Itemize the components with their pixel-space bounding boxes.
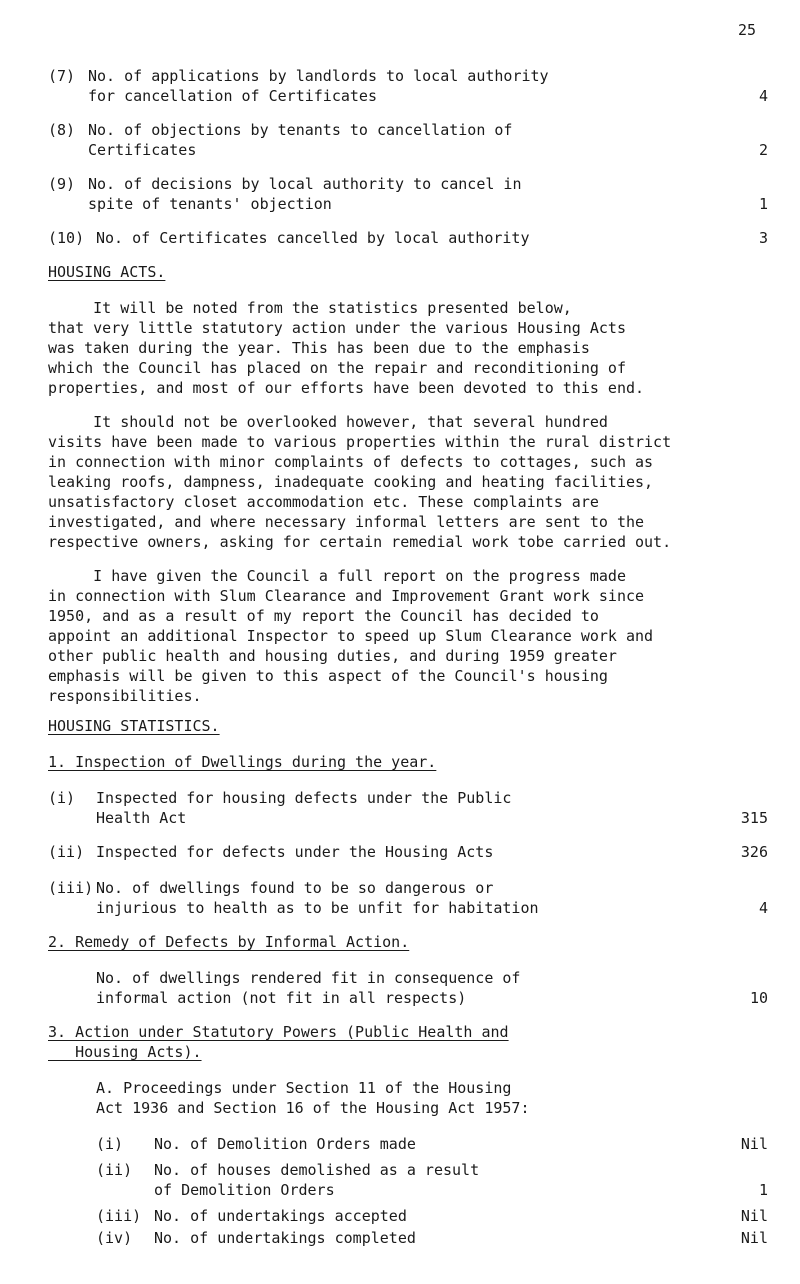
demolition-value: Nil: [740, 1135, 768, 1153]
inspection-item-ii: (ii) Inspected for defects under the Housing Acts 326: [48, 843, 768, 861]
housing-statistics-heading: HOUSING STATISTICS.: [48, 717, 220, 735]
demolition-item-iv: (iv) No. of undertakings completed Nil: [96, 1229, 768, 1247]
certificate-item-9: (9) No. of decisions by local authority to cancel in spite of tenants' objection 1: [48, 175, 768, 213]
housing-acts-heading: HOUSING ACTS.: [48, 263, 166, 281]
demolition-item-ii: (ii) No. of houses demolished as a result of Demolition Orders 1: [96, 1161, 768, 1199]
demolition-value: Nil: [740, 1207, 768, 1225]
certificate-item-10: (10) No. of Certificates cancelled by local authority 3: [48, 229, 768, 247]
certificate-value: 3: [758, 229, 768, 247]
certificate-item-8: (8) No. of objections by tenants to cancellation of Certificates 2: [48, 121, 768, 159]
demolition-item-i: (i) No. of Demolition Orders made Nil: [96, 1135, 768, 1153]
section-3-title-line-1: 3. Action under Statutory Powers (Public Health and: [48, 1023, 509, 1041]
inspection-value: 4: [758, 899, 768, 917]
demolition-item-iii: (iii) No. of undertakings accepted Nil: [96, 1207, 768, 1225]
housing-acts-paragraph-3: I have given the Council a full report on the progress made in connection with Slum Clearance and Improvement Grant work since 1950, and as a result of my report the Council has decided to appoint an additional Inspector to speed up Slum Clearance work and other public health and housing duties, and during 1959 greater emphasis will be given to this aspect of the Council's housing responsibilities.: [48, 567, 654, 705]
informal-action-item: No. of dwellings rendered fit in consequence of informal action (not fit in all respects) 10: [96, 969, 768, 1007]
certificate-item-7: (7) No. of applications by landlords to local authority for cancellation of Certificates 4: [48, 67, 768, 105]
inspection-item-i: (i) Inspected for housing defects under the Public Health Act 315: [48, 789, 768, 827]
subsection-a-line-1: A. Proceedings under Section 11 of the Housing: [96, 1079, 512, 1097]
section-2-title: 2. Remedy of Defects by Informal Action.: [48, 933, 410, 951]
inspection-value: 326: [740, 843, 768, 861]
informal-action-value: 10: [749, 989, 768, 1007]
certificate-value: 4: [758, 87, 768, 105]
certificate-value: 2: [758, 141, 768, 159]
subsection-a-line-2: Act 1936 and Section 16 of the Housing Act 1957:: [96, 1099, 530, 1117]
demolition-value: Nil: [740, 1229, 768, 1247]
housing-acts-paragraph-2: It should not be overlooked however, that several hundred visits have been made to various properties within the rural district in connection with minor complaints of defects to cottages, such as leaking roofs, dampness, inadequate cooking and heating facilities, unsatisfactory closet accommodation etc. These complaints are investigated, and where necessary informal letters are sent to the respective owners, asking for certain remedial work tobe carried out.: [48, 413, 672, 551]
demolition-value: 1: [758, 1181, 768, 1199]
inspection-item-iii: (iii) No. of dwellings found to be so dangerous or injurious to health as to be unfit for habitation 4: [48, 879, 768, 917]
inspection-value: 315: [740, 809, 768, 827]
section-1-title: 1. Inspection of Dwellings during the year.: [48, 753, 437, 771]
page-number: 25: [738, 21, 757, 39]
section-3-title-line-2: Housing Acts).: [48, 1043, 202, 1061]
housing-acts-paragraph-1: It will be noted from the statistics presented below, that very little statutory action under the various Housing Acts was taken during the year. This has been due to the emphasis which the Council has placed on the repair and reconditioning of properties, and most of our efforts have been devoted to this end.: [48, 299, 645, 397]
certificate-value: 1: [758, 195, 768, 213]
